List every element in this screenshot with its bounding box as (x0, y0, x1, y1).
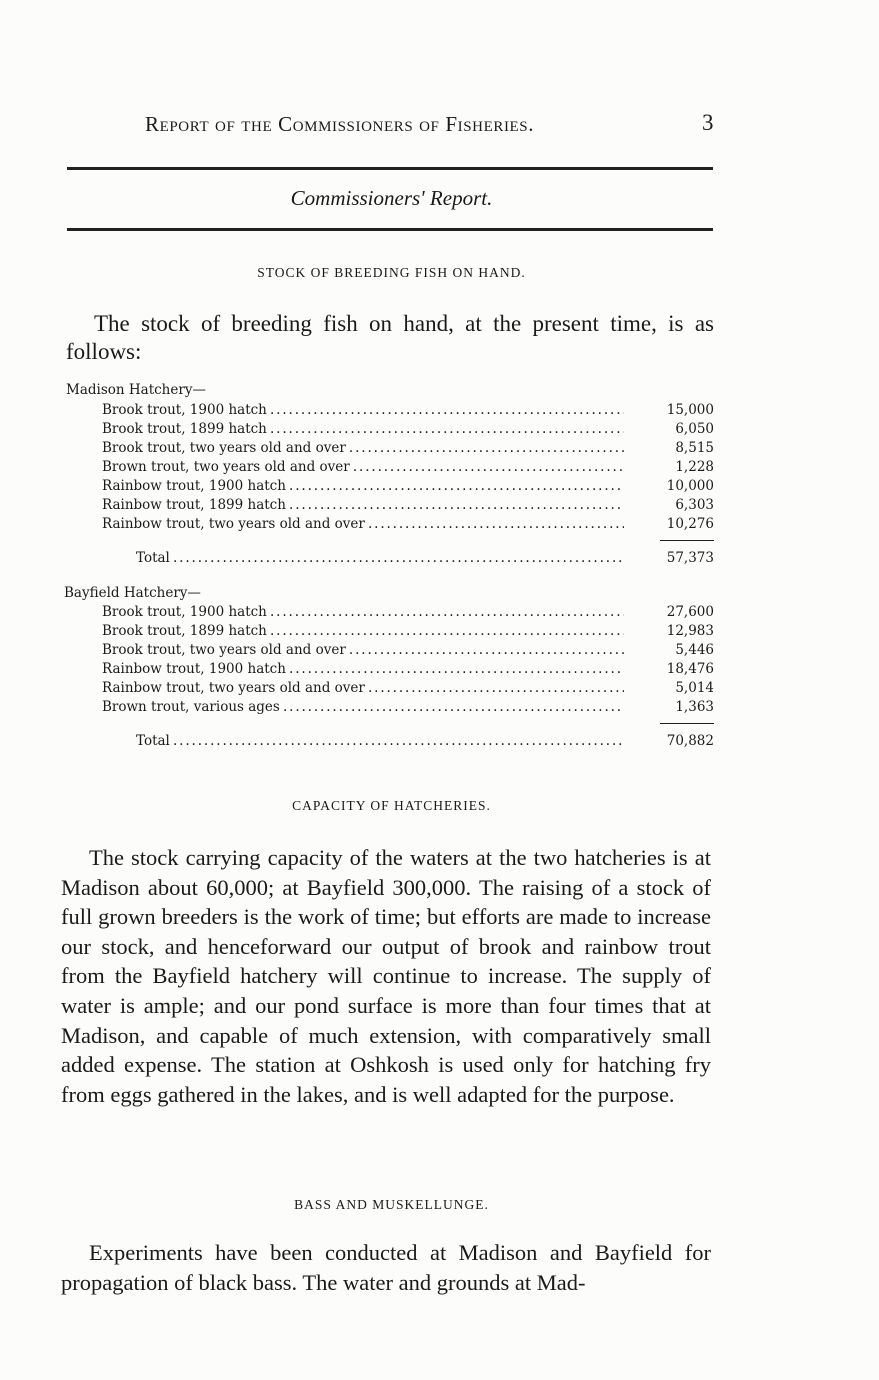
row-value: 6,050 (675, 421, 714, 437)
stock-intro-paragraph: The stock of breeding fish on hand, at the present time, is as follows: (66, 311, 714, 364)
total-value: 57,373 (666, 550, 714, 566)
header-rule-bottom (67, 228, 713, 231)
row-label: Brown trout, two years old and over . . . (102, 459, 624, 475)
table-row (66, 680, 714, 699)
table-row (66, 661, 714, 680)
table-row (66, 421, 714, 440)
bayfield-hatchery-label: Bayfield Hatchery— (64, 585, 201, 601)
table-row (66, 459, 714, 478)
row-value: 6,303 (675, 497, 714, 513)
table-row (66, 623, 714, 642)
section-title: Commissioners' Report. (290, 186, 493, 210)
table-row (66, 402, 714, 421)
total-row (66, 733, 714, 752)
row-value: 8,515 (675, 440, 714, 456)
row-label: Brook trout, two years old and over . . . (102, 440, 624, 456)
bass-heading: BASS AND MUSKELLUNGE. (294, 1197, 489, 1212)
row-label: Brook trout, two years old and over . . . (102, 642, 624, 658)
row-label: Rainbow trout, 1900 hatch . . . (102, 478, 624, 494)
table-row (66, 604, 714, 623)
capacity-paragraph: The stock carrying capacity of the waters at the two hatcheries is at Madison about 60,000; at Bayfield 300,000. The raising of a stock of full grown breeders is the work of time; but efforts are made to increase our stock, and henceforward our output of brook and rainbow trout from the Bayfield hatchery will continue to increase. The supply of water is ample; and our pond surface is more than four times that at Madison, and capable of much extension, with comparatively small added expense. The station at Oshkosh is used only for hatching fry from eggs gathered in the lakes, and is well adapted for the purpose. (61, 845, 711, 1107)
table-row (66, 478, 714, 497)
row-value: 5,014 (675, 680, 714, 696)
row-value: 15,000 (666, 402, 714, 418)
stock-heading: STOCK OF BREEDING FISH ON HAND. (257, 265, 526, 280)
header-rule-top (67, 167, 713, 170)
table-row (66, 516, 714, 535)
row-label: Rainbow trout, 1899 hatch . . . (102, 497, 624, 513)
row-label: Rainbow trout, 1900 hatch . . . (102, 661, 624, 677)
total-row (66, 550, 714, 569)
row-label: Brook trout, 1899 hatch . . . (102, 421, 624, 437)
row-label: Brook trout, 1900 hatch . . . (102, 604, 624, 620)
row-label: Brook trout, 1900 hatch . . . (102, 402, 624, 418)
row-value: 18,476 (666, 661, 714, 677)
row-value: 27,600 (666, 604, 714, 620)
row-value: 12,983 (666, 623, 714, 639)
row-label: Brook trout, 1899 hatch . . . (102, 623, 624, 639)
table-row (66, 497, 714, 516)
running-title: Report of the Commissioners of Fisheries. (145, 112, 535, 136)
total-label: Total . . . (136, 733, 624, 749)
total-rule (660, 540, 714, 541)
page-number: 3 (702, 110, 714, 135)
row-value: 1,363 (675, 699, 714, 715)
row-label: Brown trout, various ages . . . (102, 699, 624, 715)
table-row (66, 440, 714, 459)
total-label: Total . . . (136, 550, 624, 566)
madison-hatchery-label: Madison Hatchery— (66, 382, 206, 398)
row-label: Rainbow trout, two years old and over . . . (102, 680, 624, 696)
row-label: Rainbow trout, two years old and over . . . (102, 516, 624, 532)
total-value: 70,882 (666, 733, 714, 749)
total-rule (660, 723, 714, 724)
row-value: 5,446 (675, 642, 714, 658)
table-row (66, 699, 714, 718)
table-row (66, 642, 714, 661)
row-value: 1,228 (675, 459, 714, 475)
bass-paragraph: Experiments have been conducted at Madison and Bayfield for propagation of black bass. The water and grounds at Mad- (61, 1240, 711, 1295)
row-value: 10,000 (666, 478, 714, 494)
capacity-heading: CAPACITY OF HATCHERIES. (292, 798, 491, 813)
row-value: 10,276 (666, 516, 714, 532)
